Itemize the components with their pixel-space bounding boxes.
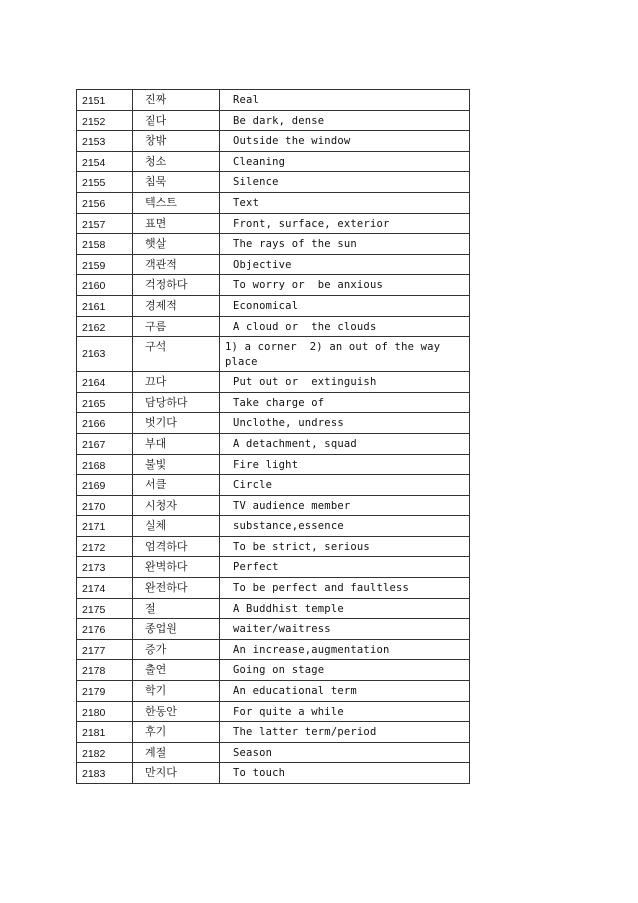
entry-number: 2157 xyxy=(77,213,133,234)
korean-word: 한동안 xyxy=(133,701,220,722)
entry-number: 2158 xyxy=(77,234,133,255)
entry-number: 2171 xyxy=(77,516,133,537)
entry-number: 2162 xyxy=(77,316,133,337)
korean-word: 객관적 xyxy=(133,254,220,275)
english-meaning: waiter/waitress xyxy=(220,619,470,640)
korean-word: 후기 xyxy=(133,722,220,743)
korean-word: 창밖 xyxy=(133,131,220,152)
english-meaning: Cleaning xyxy=(220,151,470,172)
entry-number: 2163 xyxy=(77,337,133,372)
korean-word: 표면 xyxy=(133,213,220,234)
table-row xyxy=(77,90,470,111)
korean-word: 시청자 xyxy=(133,495,220,516)
table-row xyxy=(77,110,470,131)
vocabulary-table xyxy=(76,89,470,784)
korean-word: 햇살 xyxy=(133,234,220,255)
english-meaning: Unclothe, undress xyxy=(220,413,470,434)
entry-number: 2159 xyxy=(77,254,133,275)
entry-number: 2155 xyxy=(77,172,133,193)
entry-number: 2182 xyxy=(77,742,133,763)
table-row xyxy=(77,763,470,784)
english-meaning: Take charge of xyxy=(220,392,470,413)
korean-word: 텍스트 xyxy=(133,192,220,213)
korean-word: 종업원 xyxy=(133,619,220,640)
table-row xyxy=(77,660,470,681)
table-row xyxy=(77,681,470,702)
entry-number: 2156 xyxy=(77,192,133,213)
english-meaning: To worry or be anxious xyxy=(220,275,470,296)
table-row xyxy=(77,475,470,496)
entry-number: 2177 xyxy=(77,639,133,660)
english-meaning: TV audience member xyxy=(220,495,470,516)
english-meaning: A detachment, squad xyxy=(220,433,470,454)
entry-number: 2154 xyxy=(77,151,133,172)
table-row xyxy=(77,254,470,275)
entry-number: 2153 xyxy=(77,131,133,152)
english-meaning: Outside the window xyxy=(220,131,470,152)
table-row xyxy=(77,516,470,537)
entry-number: 2152 xyxy=(77,110,133,131)
table-row xyxy=(77,639,470,660)
entry-number: 2164 xyxy=(77,372,133,393)
table-row xyxy=(77,722,470,743)
korean-word: 출연 xyxy=(133,660,220,681)
table-row xyxy=(77,454,470,475)
english-meaning: Silence xyxy=(220,172,470,193)
table-row xyxy=(77,234,470,255)
english-meaning: substance,essence xyxy=(220,516,470,537)
english-meaning: To touch xyxy=(220,763,470,784)
entry-number: 2173 xyxy=(77,557,133,578)
korean-word: 구름 xyxy=(133,316,220,337)
table-row xyxy=(77,372,470,393)
table-row xyxy=(77,295,470,316)
table-row xyxy=(77,131,470,152)
entry-number: 2183 xyxy=(77,763,133,784)
english-meaning: Economical xyxy=(220,295,470,316)
english-meaning: 1) a corner 2) an out of the way place xyxy=(220,337,470,372)
english-meaning: A Buddhist temple xyxy=(220,598,470,619)
table-row xyxy=(77,413,470,434)
korean-word: 학기 xyxy=(133,681,220,702)
korean-word: 구석 xyxy=(133,337,220,372)
english-meaning: Objective xyxy=(220,254,470,275)
english-meaning: Text xyxy=(220,192,470,213)
english-meaning: Circle xyxy=(220,475,470,496)
entry-number: 2175 xyxy=(77,598,133,619)
entry-number: 2180 xyxy=(77,701,133,722)
korean-word: 부대 xyxy=(133,433,220,454)
entry-number: 2176 xyxy=(77,619,133,640)
korean-word: 엄격하다 xyxy=(133,536,220,557)
korean-word: 경제적 xyxy=(133,295,220,316)
korean-word: 절 xyxy=(133,598,220,619)
entry-number: 2166 xyxy=(77,413,133,434)
entry-number: 2167 xyxy=(77,433,133,454)
korean-word: 짙다 xyxy=(133,110,220,131)
korean-word: 만지다 xyxy=(133,763,220,784)
korean-word: 끄다 xyxy=(133,372,220,393)
korean-word: 계절 xyxy=(133,742,220,763)
english-meaning: To be strict, serious xyxy=(220,536,470,557)
table-row xyxy=(77,192,470,213)
english-meaning: The latter term/period xyxy=(220,722,470,743)
english-meaning: Put out or extinguish xyxy=(220,372,470,393)
entry-number: 2169 xyxy=(77,475,133,496)
entry-number: 2161 xyxy=(77,295,133,316)
table-row xyxy=(77,275,470,296)
english-meaning: To be perfect and faultless xyxy=(220,578,470,599)
korean-word: 증가 xyxy=(133,639,220,660)
entry-number: 2181 xyxy=(77,722,133,743)
korean-word: 벗기다 xyxy=(133,413,220,434)
table-row xyxy=(77,316,470,337)
korean-word: 실체 xyxy=(133,516,220,537)
korean-word: 담당하다 xyxy=(133,392,220,413)
english-meaning: Be dark, dense xyxy=(220,110,470,131)
korean-word: 불빛 xyxy=(133,454,220,475)
english-meaning: An increase,augmentation xyxy=(220,639,470,660)
table-row xyxy=(77,337,470,372)
korean-word: 걱정하다 xyxy=(133,275,220,296)
entry-number: 2165 xyxy=(77,392,133,413)
entry-number: 2172 xyxy=(77,536,133,557)
english-meaning: Fire light xyxy=(220,454,470,475)
korean-word: 서클 xyxy=(133,475,220,496)
english-meaning: The rays of the sun xyxy=(220,234,470,255)
english-meaning: A cloud or the clouds xyxy=(220,316,470,337)
table-row xyxy=(77,598,470,619)
table-row xyxy=(77,213,470,234)
entry-number: 2178 xyxy=(77,660,133,681)
table-row xyxy=(77,172,470,193)
vocabulary-table-body xyxy=(77,90,470,784)
table-row xyxy=(77,619,470,640)
korean-word: 침묵 xyxy=(133,172,220,193)
korean-word: 완벽하다 xyxy=(133,557,220,578)
korean-word: 진짜 xyxy=(133,90,220,111)
entry-number: 2151 xyxy=(77,90,133,111)
entry-number: 2160 xyxy=(77,275,133,296)
table-row xyxy=(77,578,470,599)
table-row xyxy=(77,433,470,454)
english-meaning: An educational term xyxy=(220,681,470,702)
entry-number: 2179 xyxy=(77,681,133,702)
table-row xyxy=(77,151,470,172)
english-meaning: For quite a while xyxy=(220,701,470,722)
english-meaning: Front, surface, exterior xyxy=(220,213,470,234)
table-row xyxy=(77,701,470,722)
table-row xyxy=(77,557,470,578)
korean-word: 완전하다 xyxy=(133,578,220,599)
table-row xyxy=(77,742,470,763)
entry-number: 2168 xyxy=(77,454,133,475)
english-meaning: Season xyxy=(220,742,470,763)
entry-number: 2170 xyxy=(77,495,133,516)
entry-number: 2174 xyxy=(77,578,133,599)
table-row xyxy=(77,495,470,516)
english-meaning: Real xyxy=(220,90,470,111)
table-row xyxy=(77,536,470,557)
korean-word: 청소 xyxy=(133,151,220,172)
table-row xyxy=(77,392,470,413)
english-meaning: Perfect xyxy=(220,557,470,578)
english-meaning: Going on stage xyxy=(220,660,470,681)
